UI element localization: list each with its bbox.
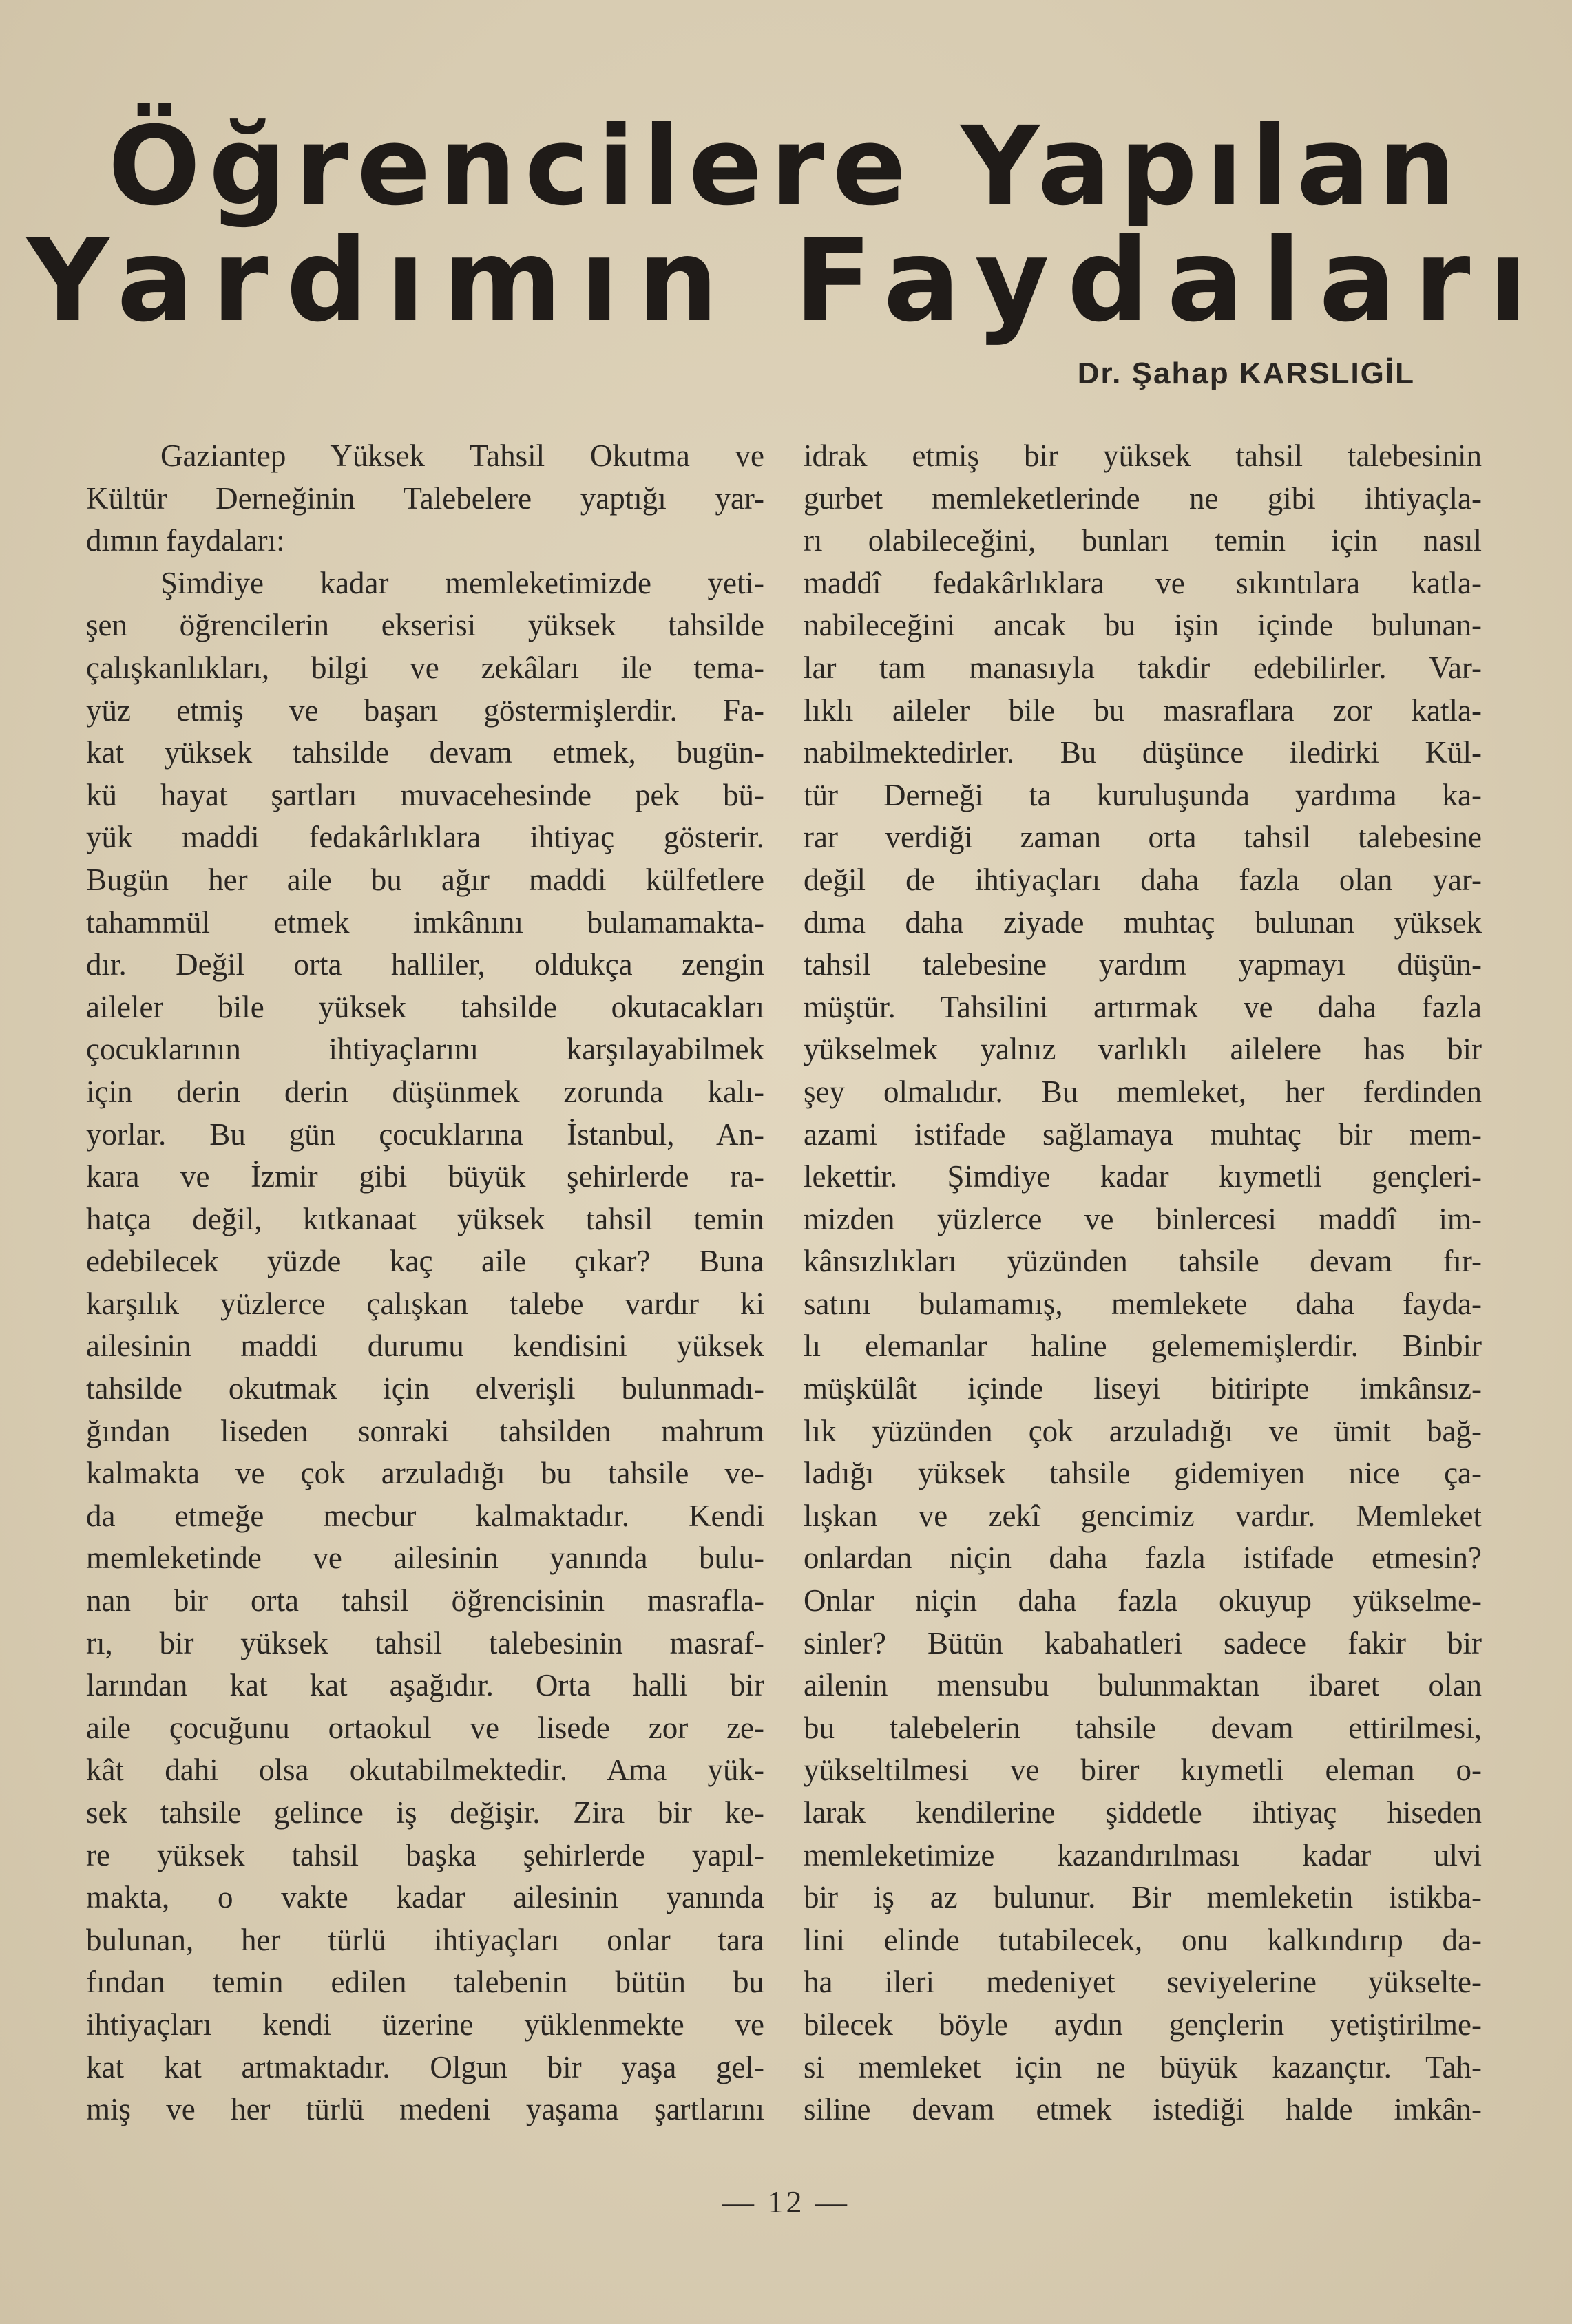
text-line: tahsilde okutmak için elverişli bulunmadı- [86, 1371, 764, 1406]
text-line: satını bulamamış, memlekete daha fayda- [804, 1286, 1482, 1321]
text-line: yükselmek yalnız varlıklı ailelere has bir [804, 1032, 1482, 1067]
text-line: makta, o vakte kadar ailesinin yanında [86, 1880, 764, 1915]
text-line: fından temin edilen talebenin bütün bu [86, 1965, 764, 2000]
text-line: yükseltilmesi ve birer kıymetli eleman o- [804, 1753, 1482, 1788]
text-line: nan bir orta tahsil öğrencisinin masrafla- [86, 1583, 764, 1618]
text-line: tahsil talebesine yardım yapmayı düşün- [804, 947, 1482, 982]
text-line: müşkülât içinde liseyi bitiripte imkânsız- [804, 1371, 1482, 1406]
text-line: rar verdiği zaman orta tahsil talebesine [804, 820, 1482, 855]
text-line: rı olabileceğini, bunları temin için nasıl [804, 523, 1482, 558]
text-line: ihtiyaçları kendi üzerine yüklenmekte ve [86, 2007, 764, 2042]
text-line: larından kat kat aşağıdır. Orta halli bir [86, 1668, 764, 1703]
text-line: yüz etmiş ve başarı göstermişlerdir. Fa- [86, 693, 764, 728]
text-line: lekettir. Şimdiye kadar kıymetli gençleri- [804, 1159, 1482, 1194]
text-line: karşılık yüzlerce çalışkan talebe vardır ki [86, 1286, 764, 1321]
text-line: kât dahi olsa okutabilmektedir. Ama yük- [86, 1753, 764, 1788]
text-line: siline devam etmek istediği halde imkân- [804, 2092, 1482, 2127]
text-line: çocuklarının ihtiyaçlarını karşılayabilmek [86, 1032, 764, 1067]
left-text-column [86, 435, 764, 2131]
text-line: larak kendilerine şiddetle ihtiyaç hiseden [804, 1795, 1482, 1830]
text-line: Kültür Derneğinin Talebelere yaptığı yar- [86, 480, 764, 516]
text-line: bulunan, her türlü ihtiyaçları onlar tara [86, 1922, 764, 1957]
text-line: memleketinde ve ailesinin yanında bulu- [86, 1541, 764, 1576]
text-line: nabilmektedirler. Bu düşünce iledirki Kül- [804, 735, 1482, 770]
text-line: müştür. Tahsilini artırmak ve daha fazla [804, 989, 1482, 1024]
text-line: lar tam manasıyla takdir edebilirler. Var- [804, 650, 1482, 685]
text-line: şen öğrencilerin ekserisi yüksek tahsilde [86, 608, 764, 643]
text-line: dıma daha ziyade muhtaç bulunan yüksek [804, 905, 1482, 940]
text-line: kü hayat şartları muvacehesinde pek bü- [86, 777, 764, 812]
text-line: çalışkanlıkları, bilgi ve zekâları ile tema- [86, 650, 764, 685]
text-line: mizden yüzlerce ve binlercesi maddî im- [804, 1201, 1482, 1236]
right-text-column [804, 435, 1482, 2131]
text-line: Bugün her aile bu ağır maddi külfetlere [86, 862, 764, 897]
page-number: — 12 — [722, 2184, 850, 2219]
text-line: lini elinde tutabilecek, onu kalkındırıp da- [804, 1922, 1482, 1957]
text-line: Şimdiye kadar memleketimizde yeti- [160, 565, 764, 600]
text-line: lık yüzünden çok arzuladığı ve ümit bağ- [804, 1413, 1482, 1448]
text-line: dımın faydaları: [86, 523, 285, 558]
text-line: si memleket için ne büyük kazançtır. Tah- [804, 2049, 1482, 2084]
text-line: kânsızlıkları yüzünden tahsile devam fır- [804, 1244, 1482, 1279]
text-line: için derin derin düşünmek zorunda kalı- [86, 1074, 764, 1109]
text-line: kara ve İzmir gibi büyük şehirlerde ra- [86, 1159, 764, 1194]
text-line: Onlar niçin daha fazla okuyup yükselme- [804, 1583, 1482, 1618]
text-line: idrak etmiş bir yüksek tahsil talebesinin [804, 439, 1482, 473]
text-line: sek tahsile gelince iş değişir. Zira bir ke- [86, 1795, 764, 1830]
text-line: kat kat artmaktadır. Olgun bir yaşa gel- [86, 2049, 764, 2084]
text-line: yorlar. Bu gün çocuklarına İstanbul, An- [86, 1117, 764, 1152]
title-line-1: Öğrencilere Yapılan [107, 103, 1465, 230]
text-line: aile çocuğunu ortaokul ve lisede zor ze- [86, 1710, 764, 1745]
text-line: miş ve her türlü medeni yaşama şartlarını [86, 2092, 764, 2127]
text-line: bilecek böyle aydın gençlerin yetiştirilme- [804, 2007, 1482, 2042]
text-line: bu talebelerin tahsile devam ettirilmesi, [804, 1710, 1482, 1745]
text-line: re yüksek tahsil başka şehirlerde yapıl- [86, 1837, 764, 1872]
text-line: bir iş az bulunur. Bir memleketin istikba- [804, 1880, 1482, 1915]
text-line: lı elemanlar haline gelememişlerdir. Binbir [804, 1329, 1482, 1364]
text-line: Gaziantep Yüksek Tahsil Okutma ve [160, 439, 764, 473]
text-line: aileler bile yüksek tahsilde okutacakları [86, 989, 764, 1024]
text-line: sinler? Bütün kabahatleri sadece fakir bir [804, 1625, 1482, 1660]
text-line: tür Derneği ta kuruluşunda yardıma ka- [804, 777, 1482, 812]
author-byline: Dr. Şahap KARSLIGİL [1077, 357, 1415, 390]
text-line: lıklı aileler bile bu masraflara zor katla- [804, 693, 1482, 728]
text-line: ladığı yüksek tahsile gidemiyen nice ça- [804, 1456, 1482, 1491]
text-line: dır. Değil orta halliler, oldukça zengin [86, 947, 764, 982]
text-line: memleketimize kazandırılması kadar ulvi [804, 1837, 1482, 1872]
text-line: ha ileri medeniyet seviyelerine yükselte- [804, 1965, 1482, 2000]
text-line: onlardan niçin daha fazla istifade etmesin? [804, 1541, 1482, 1576]
text-line: maddî fedakârlıklara ve sıkıntılara katla- [804, 565, 1482, 600]
text-line: azami istifade sağlamaya muhtaç bir mem- [804, 1117, 1482, 1152]
text-line: rı, bir yüksek tahsil talebesinin masraf- [86, 1625, 764, 1660]
text-line: tahammül etmek imkânını bulamamakta- [86, 905, 764, 940]
text-line: ğından liseden sonraki tahsilden mahrum [86, 1413, 764, 1448]
text-line: hatça değil, kıtkanaat yüksek tahsil temin [86, 1201, 764, 1236]
text-line: ailesinin maddi durumu kendisini yüksek [86, 1329, 764, 1364]
text-line: lışkan ve zekî gencimiz vardır. Memleket [804, 1498, 1482, 1533]
text-line: ailenin mensubu bulunmaktan ibaret olan [804, 1668, 1482, 1703]
text-line: değil de ihtiyaçları daha fazla olan yar- [804, 862, 1482, 897]
text-line: gurbet memleketlerinde ne gibi ihtiyaçla- [804, 480, 1482, 516]
title-line-2: Yardımın Faydaları [26, 215, 1546, 348]
text-line: kat yüksek tahsilde devam etmek, bugün- [86, 735, 764, 770]
text-line: da etmeğe mecbur kalmaktadır. Kendi [86, 1498, 764, 1533]
text-line: şey olmalıdır. Bu memleket, her ferdinden [804, 1074, 1482, 1109]
text-line: nabileceğini ancak bu işin içinde bulunan- [804, 608, 1482, 643]
text-line: edebilecek yüzde kaç aile çıkar? Buna [86, 1244, 764, 1279]
text-line: yük maddi fedakârlıklara ihtiyaç gösterir. [86, 820, 764, 855]
text-line: kalmakta ve çok arzuladığı bu tahsile ve- [86, 1456, 764, 1491]
